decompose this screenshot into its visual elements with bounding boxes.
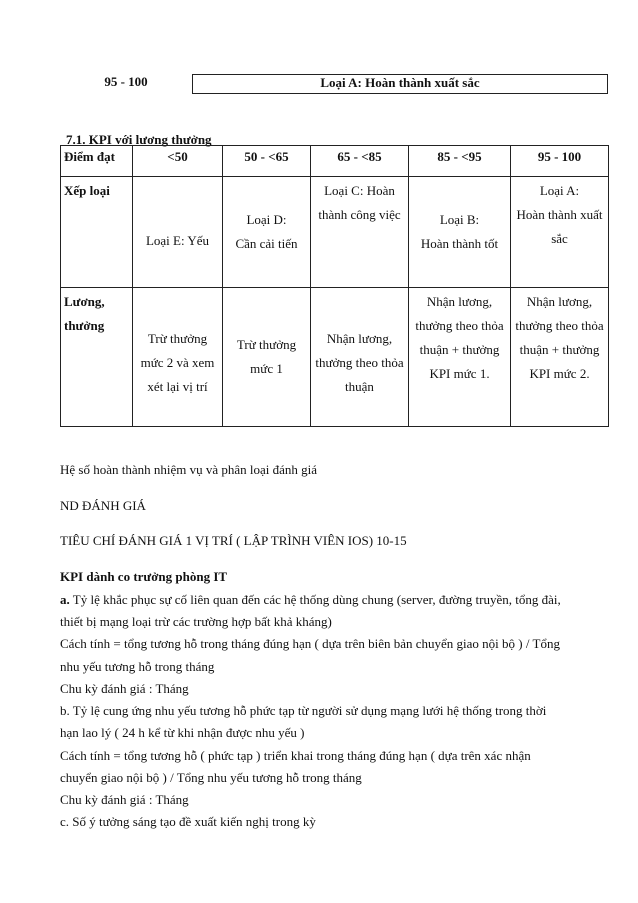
paragraph: hạn lao lý ( 24 h kể từ khi nhận được nhu yếu ) [60,725,305,740]
header-label: Điểm đạt [61,146,133,177]
cell-line: Cần cải tiến [235,236,298,251]
table-row-luong-thuong [61,288,609,427]
score-cell: 95 - 100 [104,74,148,89]
paragraph: ND ĐÁNH GIÁ [60,498,146,513]
row-label-line: thưởng [64,318,105,333]
table-cell [311,288,409,427]
cell-line: Nhận lương, [326,331,393,346]
table-cell [511,288,609,427]
paragraph: Chu kỳ đánh giá : Tháng [60,792,189,807]
paragraph [60,592,608,608]
paragraph: Cách tính = tổng tương hỗ ( phức tạp ) triển khai trong tháng đúng hạn ( dựa trên xác nhận [60,748,531,763]
cell-line: Loại E: Yếu [145,233,210,248]
paragraph: nhu yếu tương hỗ trong tháng [60,659,215,674]
cell-line: Loại D: [246,212,287,227]
table-cell [409,288,511,427]
cell-line: Loại A: [539,183,580,198]
cell-line: thuận + thưởng [419,342,500,357]
paragraph: b. Tỷ lệ cung ứng nhu yếu tương hỗ phức tạp từ người sử dụng mạng lưới hệ thống trong thời [60,703,547,718]
header-col: 65 - <85 [311,146,409,177]
cell-line: thuận + thưởng [519,342,600,357]
previous-table-row [60,74,608,94]
table-cell [223,177,311,288]
cell-line: thuận [345,379,374,394]
cell-line: xét lại vị trí [147,379,208,394]
table-cell [409,177,511,288]
cell-line: Trừ thưởng [147,331,208,346]
table-cell [133,177,223,288]
paragraph: Hệ số hoàn thành nhiệm vụ và phân loại đánh giá [60,462,318,477]
paragraph: c. Số ý tưởng sáng tạo đề xuất kiến nghị trong kỳ [60,814,316,829]
cell-line: thưởng theo thỏa [315,355,404,370]
paragraph: thiết bị mạng loại trừ các trường hợp bất khả kháng) [60,614,332,629]
cell-line: Nhận lương, [526,294,593,309]
header-col: <50 [133,146,223,177]
cell-line: Loại C: Hoàn [324,183,395,198]
header-col: 50 - <65 [223,146,311,177]
item-text: Tỷ lệ khắc phục sự cố liên quan đến các hệ thống dùng chung (server, đường truyền, tổng đài, [69,592,561,607]
section-heading: 7.1. KPI với lương thưởng [66,132,212,147]
cell-line: thành công việc [318,207,401,222]
kpi-title: KPI dành co trưởng phòng IT [60,569,228,584]
cell-line: Loại B: [439,212,480,227]
cell-line: mức 2 và xem [140,355,215,370]
item-label: a. [60,592,70,607]
cell-line: sắc [551,231,568,246]
table-cell [311,177,409,288]
cell-line: Hoàn thành tốt [420,236,499,251]
cell-line: Nhận lương, [426,294,493,309]
result-cell: Loại A: Hoàn thành xuất sắc [192,74,608,94]
header-col: 95 - 100 [511,146,609,177]
cell-line: thưởng theo thỏa [515,318,604,333]
cell-line: KPI mức 1. [429,366,490,381]
cell-line: Trừ thưởng [236,337,297,352]
header-col: 85 - <95 [409,146,511,177]
row-label [61,288,133,427]
table-cell [511,177,609,288]
paragraph: Cách tính = tổng tương hỗ trong tháng đúng hạn ( dựa trên biên bản chuyển giao nội bộ ) / Tổng [60,636,560,651]
table-cell [133,288,223,427]
paragraph: Chu kỳ đánh giá : Tháng [60,681,189,696]
paragraph: chuyển giao nội bộ ) / Tổng nhu yếu tương hỗ trong tháng [60,770,362,785]
row-label: Xếp loại [61,177,133,288]
table-header-row [61,146,609,177]
paragraph: TIÊU CHÍ ĐÁNH GIÁ 1 VỊ TRÍ ( LẬP TRÌNH VIÊN IOS) 10-15 [60,533,407,548]
cell-line: KPI mức 2. [529,366,590,381]
kpi-salary-table [60,145,609,427]
table-row-xep-loai [61,177,609,288]
cell-line: Hoàn thành xuất [516,207,603,222]
table-cell [223,288,311,427]
cell-line: thưởng theo thỏa [415,318,504,333]
cell-line: mức 1 [250,361,283,376]
row-label-line: Lương, [64,294,105,309]
